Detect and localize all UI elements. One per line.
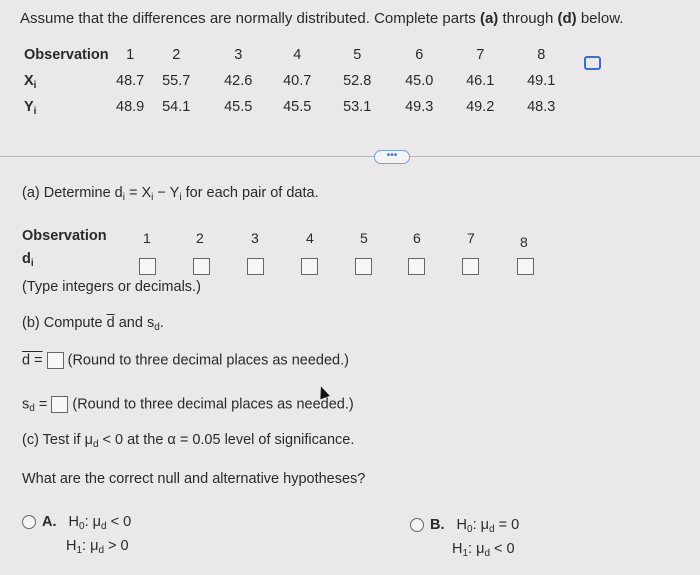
x-label: $X_i$ [24,73,37,91]
part-a-obs-7: 7 [467,230,475,246]
d-input-1[interactable] [139,258,156,275]
y-label: $Y_i$ [24,99,37,117]
y-row [24,94,572,120]
y-4: 45.5 [283,99,312,115]
part-b-prompt: (b) Compute $\overline{d}$ and $s_d$. [22,315,164,333]
option-b-radio[interactable] [410,518,424,532]
x-8: 49.1 [527,73,556,89]
d-input-4[interactable] [301,258,318,275]
d-input-3[interactable] [247,258,264,275]
observation-row [24,42,572,68]
copy-data-icon[interactable] [584,56,601,70]
obs-8: 8 [537,47,546,63]
part-c-question: What are the correct null and alternative hypotheses? [22,471,366,487]
option-a[interactable]: A. $H_0$: $\mu_d < 0$ [22,514,131,530]
obs-6: 6 [415,47,424,63]
y-5: 53.1 [343,99,372,115]
data-table [24,42,572,120]
obs-1: 1 [126,47,135,63]
x-7: 46.1 [466,73,495,89]
y-2: 54.1 [162,99,191,115]
x-4: 40.7 [283,73,312,89]
option-a-h1: $H_1$: $\mu_d > 0$ [66,538,129,556]
option-b-h1: $H_1$: $\mu_d < 0$ [452,541,515,559]
d-label: $d_i$ [22,251,34,269]
part-a-note: (Type integers or decimals.) [22,279,201,295]
y-8: 48.3 [527,99,556,115]
x-row [24,68,572,94]
obs-3: 3 [234,47,243,63]
x-1: 48.7 [116,73,145,89]
dbar-row: d = (Round to three decimal places as needed.) [22,352,349,369]
divider [0,156,700,157]
y-3: 45.5 [224,99,253,115]
d-input-5[interactable] [355,258,372,275]
part-a-obs-6: 6 [413,230,421,246]
x-6: 45.0 [405,73,434,89]
more-options-button[interactable]: ••• [374,150,410,164]
d-input-6[interactable] [408,258,425,275]
obs-7: 7 [476,47,485,63]
d-input-8[interactable] [517,258,534,275]
d-input-2[interactable] [193,258,210,275]
dbar-input[interactable] [47,352,64,369]
part-a-obs-2: 2 [196,230,204,246]
part-a-obs-3: 3 [251,230,259,246]
obs-2: 2 [172,47,181,63]
x-2: 55.7 [162,73,191,89]
d-input-7[interactable] [462,258,479,275]
part-a-obs-1: 1 [143,230,151,246]
observation-header: Observation [24,47,109,63]
x-5: 52.8 [343,73,372,89]
obs-4: 4 [293,47,302,63]
sd-row: $s_d$ = (Round to three decimal places as needed.) [22,396,354,415]
part-a-obs-4: 4 [306,230,314,246]
x-3: 42.6 [224,73,253,89]
option-a-radio[interactable] [22,515,36,529]
part-a-observation-label: Observation [22,228,107,244]
y-1: 48.9 [116,99,145,115]
part-a-obs-5: 5 [360,230,368,246]
part-c-prompt: (c) Test if $\mu_d < 0$ at the α = 0.05 level of significance. [22,432,355,450]
part-a-prompt: (a) Determine $d_i = X_i - Y_i$ for each pair of data. [22,185,319,203]
option-b[interactable]: B. $H_0$: $\mu_d = 0$ [410,517,519,533]
obs-5: 5 [353,47,362,63]
y-6: 49.3 [405,99,434,115]
part-a-obs-8: 8 [520,234,528,250]
y-7: 49.2 [466,99,495,115]
instructions: Assume that the differences are normally distributed. Complete parts (a) through (d) below. [20,10,624,27]
sd-input[interactable] [51,396,68,413]
